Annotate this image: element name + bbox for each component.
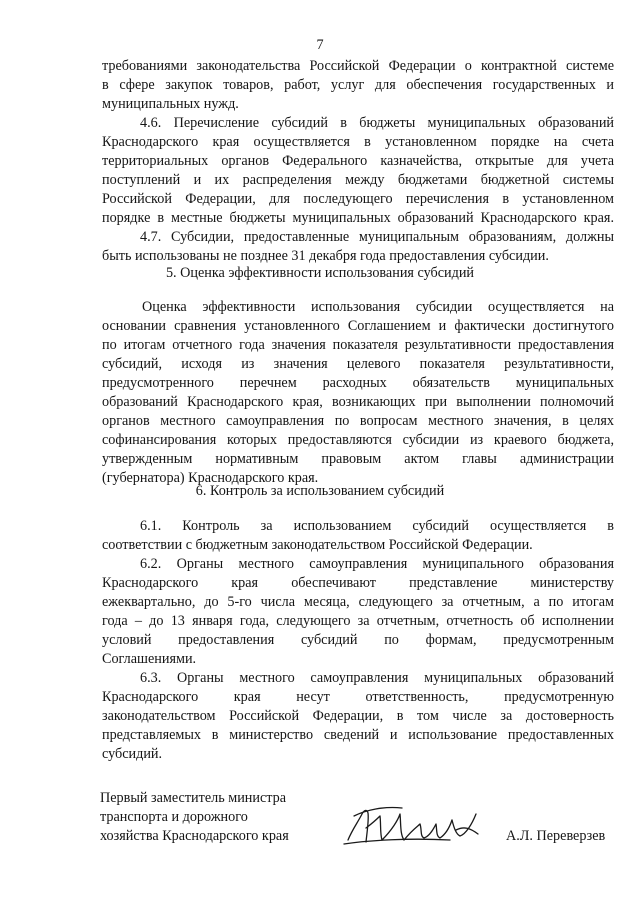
text-line: Краснодарского края осуществляется в установленном порядке на счета: [102, 134, 614, 150]
text-line: в сфере закупок товаров, работ, услуг для обеспечения государственных и: [102, 77, 614, 93]
text-line: Краснодарского края несут ответственность, предусмотренную: [102, 689, 614, 705]
text-line: по итогам отчетного года значения показателя результативности предоставления: [102, 337, 614, 353]
text-line: 6.1. Контроль за использованием субсидий осуществляется в: [140, 518, 614, 534]
text-line: ежеквартально, до 5-го числа месяца, следующего за отчетным, а по итогам: [102, 594, 614, 610]
clause-4-7: [102, 228, 614, 266]
text-line: органов местного самоуправления по вопросам местного значения, в целях: [102, 413, 614, 429]
text-line: законодательством Российской Федерации, в том числе за достоверность: [102, 708, 614, 724]
text-line: года – до 13 января года, следующего за отчетным, отчетность об исполнении: [102, 613, 614, 629]
text-line: основании сравнения установленного Соглашением и фактически достигнутого: [102, 318, 614, 334]
text-line: субсидий, исходя из значения целевого показателя результативности,: [102, 356, 614, 372]
signatory-name: А.Л. Переверзев: [506, 828, 606, 844]
clause-6-3: [102, 669, 614, 764]
position-line: хозяйства Краснодарского края: [100, 828, 289, 844]
text-line: поступлений и их распределения между бюджетами бюджетной системы: [102, 172, 614, 188]
text-line: муниципальных нужд.: [102, 96, 239, 112]
text-line: соответствии с бюджетным законодательством Российской Федерации.: [102, 537, 533, 553]
signatory-position: [100, 789, 289, 846]
text-line: Российской Федерации, для последующего перечисления в установленном: [102, 191, 614, 207]
clause-4-6: [102, 114, 614, 228]
position-line: транспорта и дорожного: [100, 809, 248, 825]
text-line: субсидий.: [102, 746, 163, 762]
text-line: представляемых в министерство сведений и использование предоставленных: [102, 727, 614, 743]
clause-6-1: [102, 517, 614, 555]
text-line: Соглашениями.: [102, 651, 197, 667]
text-line: территориальных органов Федерального казначейства, открытые для учета: [102, 153, 614, 169]
text-line: предусмотренного перечнем расходных обязательств муниципальных: [102, 375, 614, 391]
text-line: порядке в местные бюджеты муниципальных образований Краснодарского края.: [102, 210, 614, 226]
text-line: 6.3. Органы местного самоуправления муниципальных образований: [140, 670, 614, 686]
text-line: Оценка эффективности использования субсидии осуществляется на: [142, 299, 614, 315]
text-line: 4.6. Перечисление субсидий в бюджеты муниципальных образований: [140, 115, 614, 131]
text-line: условий предоставления субсидий по формам, предусмотренным: [102, 632, 614, 648]
section-6-heading: 6. Контроль за использованием субсидий: [195, 483, 445, 499]
continuation-paragraph: [102, 57, 614, 114]
text-line: (губернатора) Краснодарского края.: [102, 470, 319, 486]
clause-6-2: [102, 555, 614, 669]
text-line: утвержденным нормативным правовым актом главы администрации: [102, 451, 614, 467]
text-line: софинансирования которых предоставляются субсидии из краевого бюджета,: [102, 432, 614, 448]
section-5-paragraph: [102, 298, 614, 488]
text-line: 6.2. Органы местного самоуправления муниципального образования: [140, 556, 614, 572]
text-line: требованиями законодательства Российской Федерации о контрактной системе: [102, 58, 614, 74]
text-line: быть использованы не позднее 31 декабря года предоставления субсидии.: [102, 248, 549, 264]
section-5-heading: 5. Оценка эффективности использования субсидий: [165, 265, 475, 281]
handwritten-signature: [340, 800, 490, 850]
page-number: 7: [316, 37, 324, 53]
text-line: образований Краснодарского края, возникающих при выполнении полномочий: [102, 394, 614, 410]
text-line: 4.7. Субсидии, предоставленные муниципальным образованиям, должны: [140, 229, 614, 245]
text-line: Краснодарского края обеспечивают представление министерству: [102, 575, 614, 591]
position-line: Первый заместитель министра: [100, 790, 287, 806]
